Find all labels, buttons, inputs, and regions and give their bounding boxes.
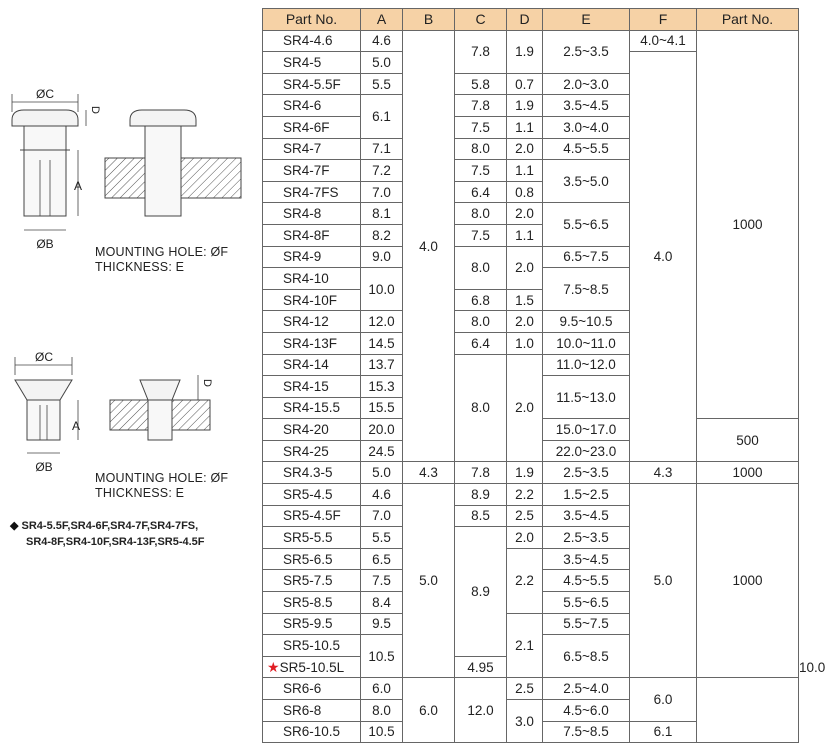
d-cell: 1.5 [507,289,543,311]
a-cell: 15.3 [361,376,403,398]
part-no-cell: SR4-20 [263,419,361,441]
c-cell: 8.0 [455,354,507,462]
b-cell: 4.0 [403,30,455,462]
c-cell: 6.4 [455,181,507,203]
part-no-cell: SR4-6 [263,95,361,117]
rivet-diagram-upper [0,80,262,255]
part-no-cell: SR5-4.5F [263,505,361,527]
part-no-cell: SR4-15 [263,376,361,398]
d-cell: 1.9 [507,30,543,73]
part-no-cell: SR5-7.5 [263,570,361,592]
e-cell: 4.5~5.5 [543,138,630,160]
dim-a-label-lower: A [72,419,81,433]
a-cell: 6.0 [361,678,403,700]
d-cell: 2.0 [507,138,543,160]
part-no-cell: SR4-9 [263,246,361,268]
a-cell: 5.5 [361,527,403,549]
qty-cell: 1000 [697,462,799,484]
star-icon: ★ [267,658,280,675]
c-cell: 12.0 [455,678,507,743]
footnote [10,518,205,550]
a-cell: 8.2 [361,224,403,246]
c-cell: 8.9 [455,527,507,657]
e-cell: 6.5~8.5 [543,635,630,678]
c-cell: 8.9 [455,484,507,506]
part-no-cell: SR5-6.5 [263,548,361,570]
c-cell: 6.8 [455,289,507,311]
qty-cell [697,678,799,743]
part-no-cell: SR5-8.5 [263,592,361,614]
mounting-hole-text-lower: MOUNTING HOLE: ØF [95,471,229,485]
a-cell: 10.5 [361,635,403,678]
a-cell: 7.0 [361,181,403,203]
dim-c-label: ØC [36,87,54,101]
f-cell: 6.0 [630,678,697,721]
mounting-note-lower [95,471,228,501]
e-cell: 15.0~17.0 [543,419,630,441]
c-cell: 6.4 [455,332,507,354]
table-row [263,678,799,700]
qty-cell: 1000 [697,30,799,419]
e-cell: 7.5~8.5 [543,268,630,311]
f-cell: 6.1 [630,721,697,743]
c-cell: 5.8 [455,73,507,95]
part-no-cell: SR4-7FS [263,181,361,203]
part-no-text: SR5-10.5L [279,659,345,675]
part-no-cell: SR4-14 [263,354,361,376]
a-cell: 8.4 [361,592,403,614]
e-cell: 5.5~6.5 [543,203,630,246]
c-cell: 7.5 [455,160,507,182]
part-no-cell: SR4-8F [263,224,361,246]
header-part-no-qty: Part No. [697,9,799,31]
dim-d-label-lower: D [201,379,213,387]
c-cell: 8.0 [455,138,507,160]
d-cell: 1.9 [507,462,543,484]
e-cell: 5.5~7.5 [543,613,630,635]
a-cell: 20.0 [361,419,403,441]
table-row [263,462,799,484]
a-cell: 8.0 [361,700,403,722]
a-cell: 6.1 [361,95,403,138]
part-no-cell: SR6-8 [263,700,361,722]
drawings-panel [0,0,262,749]
dim-a-label: A [74,179,83,193]
part-no-cell: SR4-5 [263,52,361,74]
header-f: F [630,9,697,31]
part-no-cell: SR5-4.5 [263,484,361,506]
b-cell: 4.95 [455,656,507,678]
part-no-cell: SR4-13F [263,332,361,354]
a-cell: 10.0 [361,268,403,311]
part-no-cell: SR4-10F [263,289,361,311]
parts-table [262,8,825,743]
part-no-cell: SR4-7 [263,138,361,160]
c-cell: 8.0 [455,246,507,289]
d-cell: 0.7 [507,73,543,95]
f-cell: 5.0 [630,484,697,678]
f-cell: 4.3 [630,462,697,484]
table-row [263,30,799,52]
d-cell: 2.1 [507,613,543,678]
part-no-cell: SR4-8 [263,203,361,225]
c-cell: 8.5 [455,505,507,527]
a-cell: 7.5 [361,570,403,592]
e-cell: 1.5~2.5 [543,484,630,506]
e-cell: 3.0~4.0 [543,116,630,138]
part-no-cell: SR4.3-5 [263,462,361,484]
c-cell: 7.8 [455,462,507,484]
a-cell: 4.6 [361,484,403,506]
rivet-drawing-upper [0,80,262,255]
a-cell: 13.7 [361,354,403,376]
dim-b-label: ØB [36,237,54,251]
a-cell: 9.0 [361,246,403,268]
e-cell: 2.0~3.0 [543,73,630,95]
d-cell: 1.1 [507,160,543,182]
part-no-cell: SR4-6F [263,116,361,138]
a-cell: 24.5 [361,440,403,462]
d-cell: 1.0 [507,332,543,354]
e-cell: 9.5~10.5 [543,311,630,333]
c-cell: 7.5 [455,224,507,246]
a-cell: 14.5 [361,332,403,354]
header-b: B [403,9,455,31]
a-cell: 12.0 [361,311,403,333]
table-row: ★SR5-10.5L 4.95 10.0 [263,656,799,678]
part-no-cell: SR4-12 [263,311,361,333]
d-cell: 3.0 [507,700,543,743]
e-cell: 3.5~5.0 [543,160,630,203]
part-no-cell: SR4-25 [263,440,361,462]
c-cell: 7.8 [455,30,507,73]
rivet-diagram-lower [0,345,262,480]
a-cell: 7.2 [361,160,403,182]
d-cell: 0.8 [507,181,543,203]
a-cell: 5.5 [361,73,403,95]
d-cell: 2.5 [507,505,543,527]
dim-d-label: D [89,106,101,114]
c-cell: 7.8 [455,95,507,117]
e-cell: 10.0~11.0 [543,332,630,354]
a-cell: 15.5 [361,397,403,419]
b-cell: 6.0 [403,678,455,743]
qty-cell: 500 [697,419,799,462]
c-cell: 8.0 [455,203,507,225]
mounting-note-upper [95,245,228,275]
c-cell: 8.0 [455,311,507,333]
d-cell: 2.0 [507,203,543,225]
a-cell: 5.0 [361,52,403,74]
d-cell: 1.9 [507,95,543,117]
dim-b-label-lower: ØB [35,460,53,474]
table-header-row [263,9,799,31]
part-no-cell: SR4-15.5 [263,397,361,419]
footnote-line1: SR4-5.5F,SR4-6F,SR4-7F,SR4-7FS, [21,520,199,532]
f-cell: 4.0 [630,52,697,462]
part-no-cell: SR4-5.5F [263,73,361,95]
part-no-cell [263,656,361,678]
a-cell: 10.5 [361,721,403,743]
table-row [263,484,799,506]
header-d: D [507,9,543,31]
part-no-cell: SR5-9.5 [263,613,361,635]
dim-c-label-lower: ØC [35,350,53,364]
c-cell: 7.5 [455,116,507,138]
part-no-cell: SR4-10 [263,268,361,290]
thickness-text: THICKNESS: E [95,260,185,274]
e-cell: 5.5~6.5 [543,592,630,614]
b-cell: 4.3 [403,462,455,484]
a-cell: 7.1 [361,138,403,160]
d-cell: 2.0 [507,311,543,333]
footnote-line2: SR4-8F,SR4-10F,SR4-13F,SR5-4.5F [26,536,205,548]
part-no-cell: SR5-5.5 [263,527,361,549]
e-cell: 4.5~5.5 [543,570,630,592]
rivet-drawing-lower [0,345,262,480]
e-cell: 3.5~4.5 [543,548,630,570]
qty-cell: 1000 [697,484,799,678]
e-cell: 2.5~3.5 [543,462,630,484]
d-cell: 2.0 [507,527,543,549]
header-a: A [361,9,403,31]
e-cell: 11.5~13.0 [543,376,630,419]
d-cell: 1.1 [507,116,543,138]
e-cell: 3.5~4.5 [543,505,630,527]
diamond-bullet-icon: ◆ [10,520,19,532]
f-cell: 4.0~4.1 [630,30,697,52]
d-cell: 2.2 [507,484,543,506]
e-cell: 22.0~23.0 [543,440,630,462]
a-cell: 6.5 [361,548,403,570]
e-cell: 11.0~12.0 [543,354,630,376]
header-part-no: Part No. [263,9,361,31]
header-c: C [455,9,507,31]
e-cell: 2.5~3.5 [543,527,630,549]
b-cell: 5.0 [403,484,455,678]
part-no-cell: SR4-4.6 [263,30,361,52]
a-cell: 7.0 [361,505,403,527]
a-cell: 4.6 [361,30,403,52]
part-no-cell: SR6-6 [263,678,361,700]
e-cell: 2.5~3.5 [543,30,630,73]
d-cell: 2.0 [507,354,543,462]
part-no-cell: SR5-10.5 [263,635,361,657]
d-cell: 2.0 [507,246,543,289]
thickness-text-lower: THICKNESS: E [95,486,185,500]
e-cell: 3.5~4.5 [543,95,630,117]
e-cell: 7.5~8.5 [543,721,630,743]
header-e: E [543,9,630,31]
e-cell: 2.5~4.0 [543,678,630,700]
d-cell: 2.2 [507,548,543,613]
e-cell: 6.5~7.5 [543,246,630,268]
a-cell: 9.5 [361,613,403,635]
d-cell: 2.5 [507,678,543,700]
e-cell: 4.5~6.0 [543,700,630,722]
part-no-cell: SR6-10.5 [263,721,361,743]
a-cell: 8.1 [361,203,403,225]
part-no-cell: SR4-7F [263,160,361,182]
a-cell: 5.0 [361,462,403,484]
mounting-hole-text: MOUNTING HOLE: ØF [95,245,229,259]
d-cell: 1.1 [507,224,543,246]
